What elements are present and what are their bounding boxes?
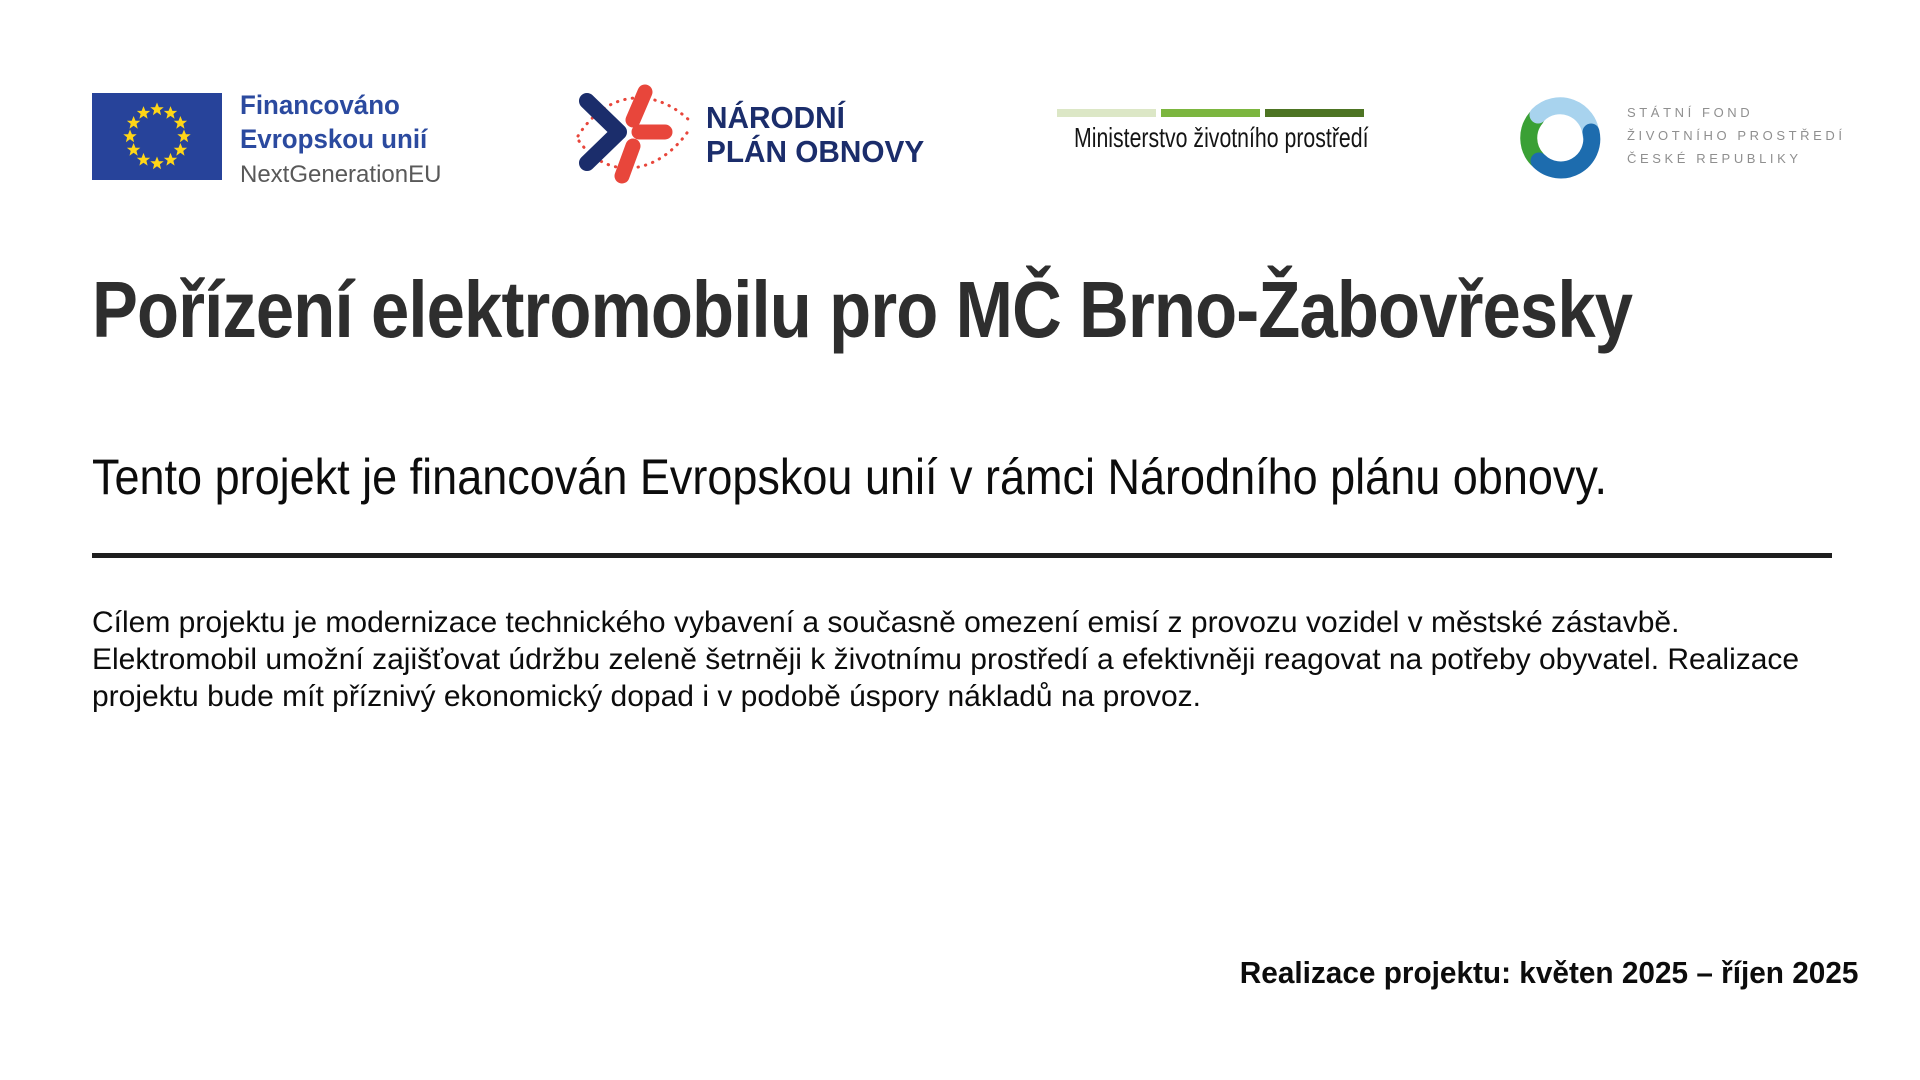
sfzp-line3: ČESKÉ REPUBLIKY xyxy=(1627,151,1802,166)
ministry-bar-light-green xyxy=(1057,109,1156,117)
sfzp-swirl-icon xyxy=(1510,85,1610,189)
divider xyxy=(92,553,1832,558)
ministry-logo-bars xyxy=(1057,109,1364,117)
ministry-name: Ministerstvo životního prostředí xyxy=(1074,122,1369,153)
nextgenerationeu-label: NextGenerationEU xyxy=(240,161,442,188)
body-line-2: Elektromobil umožní zajišťovat údržbu zeleně šetrněji k životnímu prostředí a efektivněji reagovat na potřeby obyvatel. Realizace xyxy=(92,643,1800,676)
sfzp-line2: ŽIVOTNÍHO PROSTŘEDÍ xyxy=(1627,128,1846,143)
npo-wordmark xyxy=(706,101,933,169)
page-title: Pořízení elektromobilu pro MČ Brno-Žabovřesky xyxy=(92,265,1633,354)
eu-funded-logo xyxy=(92,93,222,180)
body-line-3: projektu bude mít příznivý ekonomický dopad i v podobě úspory nákladů na provoz. xyxy=(92,680,1201,713)
npo-line1: NÁRODNÍ xyxy=(706,100,845,135)
eu-funded-line2: Evropskou unií xyxy=(240,124,428,154)
body-paragraph xyxy=(92,604,1799,715)
body-line-1: Cílem projektu je modernizace technického vybavení a současně omezení emisí z provozu vozidel v městské zástavbě. xyxy=(92,606,1680,639)
sfzp-line1: STÁTNÍ FOND xyxy=(1627,105,1754,120)
ministry-bar-dark-green xyxy=(1265,109,1364,117)
ministry-bar-green xyxy=(1161,109,1260,117)
sfzp-logo xyxy=(1510,85,1610,189)
subtitle: Tento projekt je financován Evropskou unií v rámci Národního plánu obnovy. xyxy=(92,449,1608,505)
eu-funded-line1: Financováno xyxy=(240,90,400,120)
npo-mark-icon xyxy=(575,84,703,186)
eu-funded-text xyxy=(240,88,441,191)
realization-period: Realizace projektu: květen 2025 – říjen 2025 xyxy=(1239,955,1858,990)
npo-logo xyxy=(575,84,703,186)
eu-flag-icon xyxy=(92,93,222,180)
npo-line2: PLÁN OBNOVY xyxy=(706,134,925,169)
sfzp-wordmark xyxy=(1627,101,1846,170)
